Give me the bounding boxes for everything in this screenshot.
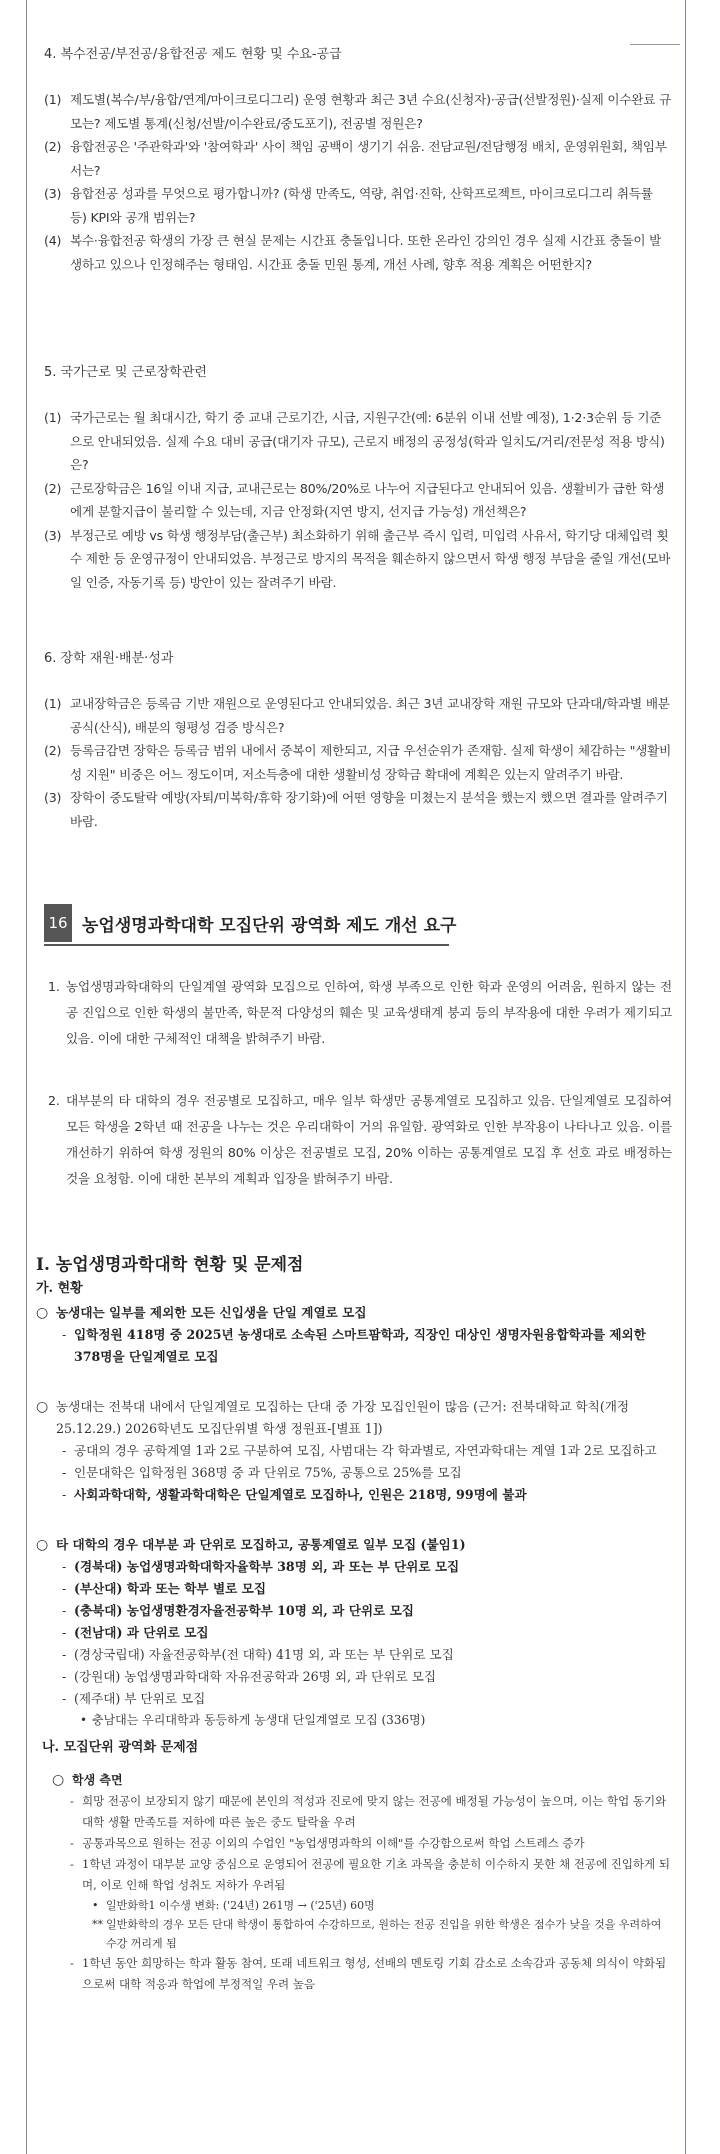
sec16-paragraph [44,1088,672,1192]
bullet-dash [36,1556,672,1578]
bullet-text: 인문대학은 입학정원 368명 중 과 단위로 75%, 공통으로 25%를 모집 [74,1465,462,1480]
bullet-text: (부산대) 학과 또는 학부 별로 모집 [74,1581,266,1596]
paragraph-number: 2. [48,1093,60,1108]
bullet-dash [36,1462,672,1484]
item-text: 교내장학금은 등록금 기반 재원으로 운영된다고 안내되었음. 최근 3년 교내장학 재원 규모와 단과대/학과별 배분 공식(산식), 배분의 형평성 검증 방식은? [70,696,670,735]
sec6-item [44,786,672,833]
paragraph-number: 1. [48,979,60,994]
bullet-text: 사회과학대학, 생활과학대학은 단일계열로 모집하나, 인원은 218명, 99명에 불과 [74,1487,527,1502]
bullet-text: (제주대) 부 단위로 모집 [74,1691,206,1706]
paragraph-text: 농업생명과학대학의 단일계열 광역화 모집으로 인하여, 학생 부족으로 인한 학과 운영의 어려움, 원하지 않는 전공 진입으로 인한 학생의 불만족, 학문적 다양성의 훼손 및 교육생태계 붕괴 등의 부작용에 대한 우려가 제기되고 있음. 이에 대한 구체적인 대책을 밝혀주기 바람. [66,979,672,1046]
dash-mark: - [62,1581,67,1596]
item-text: 국가근로는 월 최대시간, 학기 중 교내 근로기간, 시급, 지원구간(예: 6분위 이내 선발 예정), 1·2·3순위 등 기준으로 안내되었음. 실제 수요 대비 공급(대기자 규모), 근로지 배정의 공정성(학과 일치도/거리/전문성 적용 방식)은? [70,410,665,472]
item-number: (4) [44,233,62,248]
dot-bullet-icon: • [80,1713,88,1727]
section-5 [44,364,672,594]
item-number: (1) [44,92,62,107]
sec4-item [44,182,672,229]
bullet-text: 입학정원 418명 중 2025년 농생대로 소속된 스마트팜학과, 직장인 대상인 생명자원융합학과를 제외한 378명을 단일계열로 모집 [74,1327,646,1364]
note-text: 일반화학의 경우 모든 단대 학생이 통합하여 수강하므로, 원하는 전공 진입을 위한 학생은 점수가 낮을 것을 우려하여 수강 꺼리게 됨 [106,1918,662,1950]
dash-mark: - [70,1857,74,1871]
sec5-item [44,524,672,595]
bullet-dash [36,1600,672,1622]
double-asterisk-mark: ** [92,1918,103,1931]
dash-mark: - [70,1794,74,1808]
dash-mark: - [62,1669,67,1684]
dash-mark: - [62,1647,67,1662]
circle-bullet-icon: ○ [36,1537,49,1553]
dash-mark: - [62,1625,67,1640]
item-text: 제도별(복수/부/융합/연계/마이크로디그리) 운영 현황과 최근 3년 수요(신청자)·공급(선발정원)·실제 이수완료 규모는? 제도별 통계(신청/선발/이수완료/중도포기), 전공별 정원은? [70,92,672,131]
sec5-item [44,406,672,477]
bullet-dash [36,1324,672,1368]
bullet-dash [36,1622,672,1644]
item-number: (3) [44,790,62,805]
note-item [36,1710,672,1730]
bullet-text: 농생대는 전북대 내에서 단일계열로 모집하는 단대 중 가장 모집인원이 많음 (근거: 전북대학교 학칙(개정 25.12.29.) 2026학년도 모집단위별 학생 정원표-[별표 1]) [56,1399,630,1436]
subsection-ga: 가. 현황 [36,1281,83,1296]
bullet-dash [36,1953,672,1995]
section-6 [44,650,672,833]
item-number: (2) [44,480,62,496]
bullet-text: (경상국립대) 자율전공학부(전 대학) 41명 외, 과 또는 부 단위로 모집 [74,1647,454,1662]
sec5-item [44,477,672,524]
dash-mark: - [70,1956,74,1970]
section-number-badge: 16 [44,904,72,942]
bullet-circle [36,1302,672,1324]
circle-bullet-icon: ○ [36,1399,49,1415]
note-text: 충남대는 우리대학과 동등하게 농생대 단일계열로 모집 (336명) [92,1713,426,1727]
bullet-text: (강원대) 농업생명과학대학 자유전공학과 26명 외, 과 단위로 모집 [74,1669,437,1684]
item-text: 융합전공은 '주관학과'와 '참여학과' 사이 책임 공백이 생기기 쉬움. 전담교원/전담행정 배치, 운영위원회, 책임부서는? [70,139,667,178]
dash-mark: - [62,1603,67,1618]
section-4-title: 4. 복수전공/부전공/융합전공 제도 현황 및 수요-공급 [44,47,342,62]
item-number: (2) [44,743,62,758]
dot-bullet-icon: • [92,1899,99,1912]
bullet-text: 1학년 동안 희망하는 학과 활동 참여, 또래 네트워크 형성, 선배의 멘토링 기회 감소로 소속감과 공동체 의식이 약화됨으로써 대학 적응과 학업에 부정적일 우려 높음 [82,1956,667,1991]
bullet-dash [36,1833,672,1854]
circle-bullet-icon: ○ [36,1305,49,1321]
item-text: 융합전공 성과를 무엇으로 평가합니까? (학생 만족도, 역량, 취업·진학, 산학프로젝트, 마이크로디그리 취득률 등) KPI와 공개 범위는? [70,186,653,225]
note-text: 일반화학1 이수생 변화: ('24년) 261명 → ('25년) 60명 [106,1899,375,1912]
subsection-na: 나. 모집단위 광역화 문제점 [42,1740,199,1755]
part-1-title: I. 농업생명과학대학 현황 및 문제점 [36,1255,304,1275]
dash-mark: - [62,1487,67,1502]
bullet-text: 농생대는 일부를 제외한 모든 신입생을 단일 계열로 모집 [56,1305,367,1320]
item-number: (3) [44,186,62,201]
dash-mark: - [62,1465,67,1480]
circle-bullet-icon: ○ [52,1772,65,1788]
bullet-dash [36,1578,672,1600]
note-item [36,1915,672,1953]
paragraph-text: 대부분의 타 대학의 경우 전공별로 모집하고, 매우 일부 학생만 공통계열로 모집하고 있음. 단일계열로 모집하여 모든 학생을 2학년 때 전공을 나누는 것은 우리대학이 거의 유일함. 광역화로 인한 부작용이 나타나고 있음. 이를 개선하기 위하여 학생 정원의 80% 이상은 전공별로 모집, 20% 이하는 공통계열로 모집 후 선호 과로 배정하는 것을 요청함. 이에 대한 본부의 계획과 입장을 밝혀주기 바람. [66,1093,672,1186]
bullet-dash [36,1484,672,1506]
bullet-dash [36,1854,672,1896]
dash-mark: - [62,1327,67,1342]
bullet-circle [36,1396,672,1440]
dash-mark: - [62,1559,67,1574]
sec16-paragraph [44,974,672,1052]
item-number: (1) [44,410,62,425]
item-text: 부정근로 예방 vs 학생 행정부담(출근부) 최소화하기 위해 출근부 즉시 입력, 미입력 사유서, 학기당 대체입력 횟수 제한 등 운영규정이 안내되었음. 부정근로 방지의 목적을 훼손하지 않으면서 학생 행정 부담을 줄일 개선(모바일 인증, 자동기록 등) 방안이 있는 잘려주기 바람. [70,527,671,590]
bullet-circle [36,1534,672,1556]
section-16-header [44,904,672,942]
item-text: 근로장학금은 16일 이내 지급, 교내근로는 80%/20%로 나누어 지급된다고 안내되어 있음. 생활비가 급한 학생에게 분할지급이 불리할 수 있는데, 지금 안정화(지연 방지, 선지급 가능성) 개선책은? [70,480,665,519]
bullet-text: 1학년 과정이 대부분 교양 중심으로 운영되어 전공에 필요한 기초 과목을 충분히 이수하지 못한 채 전공에 진입하게 되며, 이로 인해 학업 성취도 저하가 우려됨 [82,1857,670,1892]
bullet-text: (전남대) 과 단위로 모집 [74,1625,209,1640]
section-4 [44,46,672,276]
bullet-dash [36,1688,672,1710]
note-item [36,1896,672,1915]
bullet-text: 공통과목으로 원하는 전공 이외의 수업인 "농업생명과학의 이해"를 수강함으로써 학업 스트레스 증가 [82,1836,585,1850]
dash-mark: - [62,1691,67,1706]
bullet-text: 희망 전공이 보장되지 않기 때문에 본인의 적성과 진로에 맞지 않는 전공에 배정될 가능성이 높으며, 이는 학업 동기와 대학 생활 만족도를 저하에 따른 높은 중도 탈락율 우려 [82,1794,667,1829]
bullet-text: 공대의 경우 공학계열 1과 2로 구분하여 모집, 사범대는 각 학과별로, 자연과학대는 계열 1과 2로 모집하고 [74,1443,657,1458]
section-16-title: 농업생명과학대학 모집단위 광역화 제도 개선 요구 [82,915,457,936]
item-number: (1) [44,696,62,711]
item-text: 등록금감면 장학은 등록금 범위 내에서 중복이 제한되고, 지급 우선순위가 존재함. 실제 학생이 체감하는 "생활비성 지원" 비중은 어느 정도이며, 저소득층에 대한 생활비성 장학금 확대에 계획은 있는지 알려주기 바람. [70,743,672,782]
bullet-dash [36,1440,672,1462]
sec4-item [44,135,672,182]
sec4-item [44,229,672,276]
item-number: (2) [44,139,62,154]
section-5-title: 5. 국가근로 및 근로장학관련 [44,365,207,380]
bullet-text: (충북대) 농업생명환경자율전공학부 10명 외, 과 단위로 모집 [74,1603,414,1618]
dash-mark: - [62,1443,67,1458]
bullet-dash [36,1666,672,1688]
sec6-item [44,739,672,786]
section-16 [44,904,672,1192]
section-6-title: 6. 장학 재원·배분·성과 [44,651,174,666]
bullet-dash [36,1644,672,1666]
bullet-circle [36,1769,672,1791]
dash-mark: - [70,1836,74,1850]
sec4-item [44,88,672,135]
sec6-item [44,692,672,739]
item-text: 복수·융합전공 학생의 가장 큰 현실 문제는 시간표 충돌입니다. 또한 온라인 강의인 경우 실제 시간표 충돌이 발생하고 있으나 인정해주는 형태임. 시간표 충돌 민원 통계, 개선 사례, 향후 적용 계획은 어떤한지? [70,233,662,272]
bullet-text: 학생 측면 [72,1773,123,1787]
item-number: (3) [44,527,62,543]
part-1 [36,1250,672,1995]
top-divider [630,44,680,45]
bullet-text: 타 대학의 경우 대부분 과 단위로 모집하고, 공통계열로 일부 모집 (붙임1) [56,1537,466,1552]
bullet-dash [36,1791,672,1833]
bullet-text: (경북대) 농업생명과학대학자율학부 38명 외, 과 또는 부 단위로 모집 [74,1559,460,1574]
item-text: 장학이 중도탈락 예방(자퇴/미복학/휴학 장기화)에 어떤 영향을 미쳤는지 분석을 했는지 했으면 결과를 알려주기 바람. [70,790,668,829]
